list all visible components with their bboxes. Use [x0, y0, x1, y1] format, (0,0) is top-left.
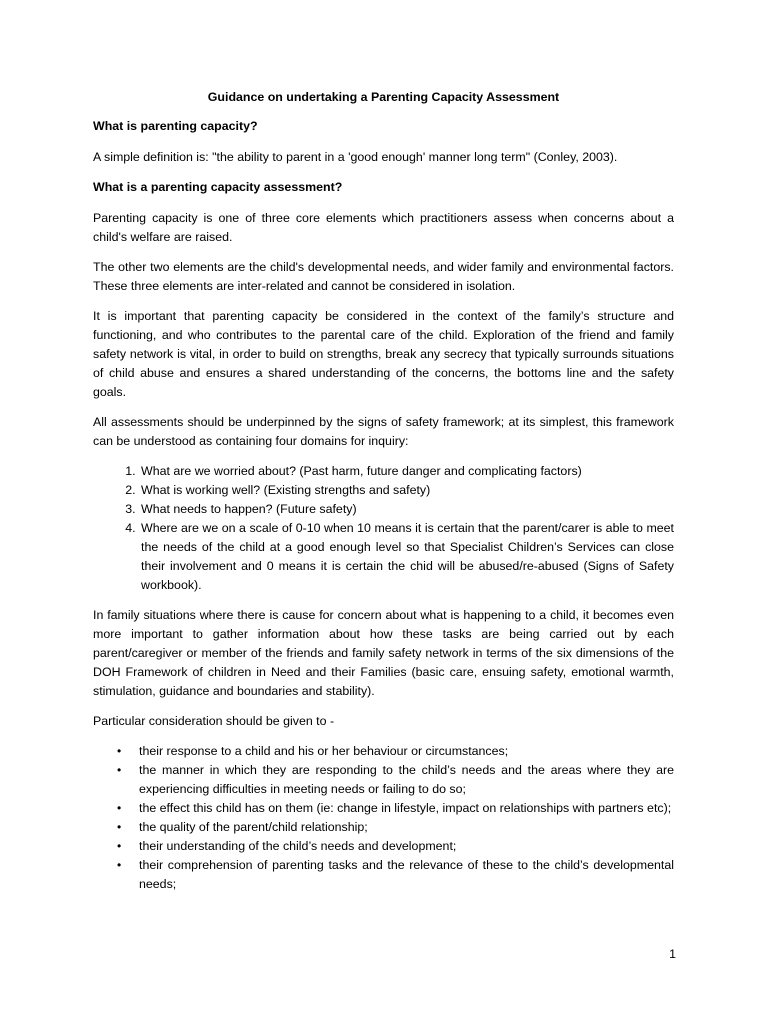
bullet-icon: •	[117, 763, 122, 777]
list-item-text: their comprehension of parenting tasks and the relevance of these to the child’s developmental needs;	[139, 858, 674, 891]
document-title: Guidance on undertaking a Parenting Capacity Assessment	[207, 90, 560, 104]
list-item	[117, 837, 674, 856]
list-item: 1. What are we worried about? (Past harm, future danger and complicating factors)	[139, 462, 674, 481]
list-item-text: the quality of the parent/child relationship;	[139, 820, 368, 834]
bullet-icon: •	[117, 839, 122, 853]
list-item-text: their response to a child and his or her behaviour or circumstances;	[139, 744, 509, 758]
paragraph-other-elements: The other two elements are the child's developmental needs, and wider family and environmental factors. These three elements are inter-related and cannot be considered in isolation.	[93, 260, 674, 293]
list-item-text: their understanding of the child’s needs and development;	[139, 839, 457, 853]
list-item-text: the manner in which they are responding to the child’s needs and the areas where they are experiencing difficulties in meeting needs or failing to do so;	[139, 763, 674, 796]
document-page	[93, 88, 674, 894]
list-item: 4. Where are we on a scale of 0-10 when 10 means it is certain that the parent/carer is able to meet the needs of the child at a good enough level so that Specialist Children’s Services can close their involvement and 0 means it is certain the chid will be abused/re-abused (Signs of Safety workbook).	[139, 519, 674, 595]
list-item	[117, 742, 674, 761]
paragraph-family-situations: In family situations where there is cause for concern about what is happening to a child, it becomes even more important to gather information about how these tasks are being carried out by each parent/caregiver or member of the friends and family safety network in terms of the six dimensions of the DOH Framework of children in Need and their Families (basic care, ensuing safety, emotional warmth, stimulation, guidance and boundaries and stability).	[93, 608, 674, 698]
definition-paragraph: A simple definition is: "the ability to parent in a 'good enough' manner long term" (Conley, 2003).	[93, 150, 618, 164]
domains-list	[93, 462, 674, 595]
bullet-icon: •	[117, 801, 122, 815]
page-number: 1	[669, 947, 676, 961]
list-item-text: the effect this child has on them (ie: change in lifestyle, impact on relationships with partners etc);	[139, 801, 672, 815]
list-item: 3. What needs to happen? (Future safety)	[139, 500, 674, 519]
considerations-list	[93, 742, 674, 894]
bullet-icon: •	[117, 744, 122, 758]
list-item	[117, 856, 674, 894]
bullet-icon: •	[117, 858, 122, 872]
paragraph-particular-consideration: Particular consideration should be given to -	[93, 714, 335, 728]
paragraph-signs-of-safety: All assessments should be underpinned by the signs of safety framework; at its simplest, this framework can be understood as containing four domains for inquiry:	[93, 415, 674, 448]
paragraph-family-context: It is important that parenting capacity be considered in the context of the family’s structure and functioning, and who contributes to the parental care of the child. Exploration of the friend and family safety network is vital, in order to build on strengths, break any secrecy that typically surrounds situations of child abuse and ensures a shared understanding of the concerns, the bottoms line and the safety goals.	[93, 309, 674, 399]
list-item	[117, 799, 674, 818]
list-item: 2. What is working well? (Existing strengths and safety)	[139, 481, 674, 500]
list-item	[117, 761, 674, 799]
heading-capacity-assessment: What is a parenting capacity assessment?	[93, 180, 343, 194]
list-item	[117, 818, 674, 837]
heading-parenting-capacity: What is parenting capacity?	[93, 119, 258, 133]
bullet-icon: •	[117, 820, 122, 834]
paragraph-core-elements: Parenting capacity is one of three core elements which practitioners assess when concerns about a child's welfare are raised.	[93, 211, 674, 244]
